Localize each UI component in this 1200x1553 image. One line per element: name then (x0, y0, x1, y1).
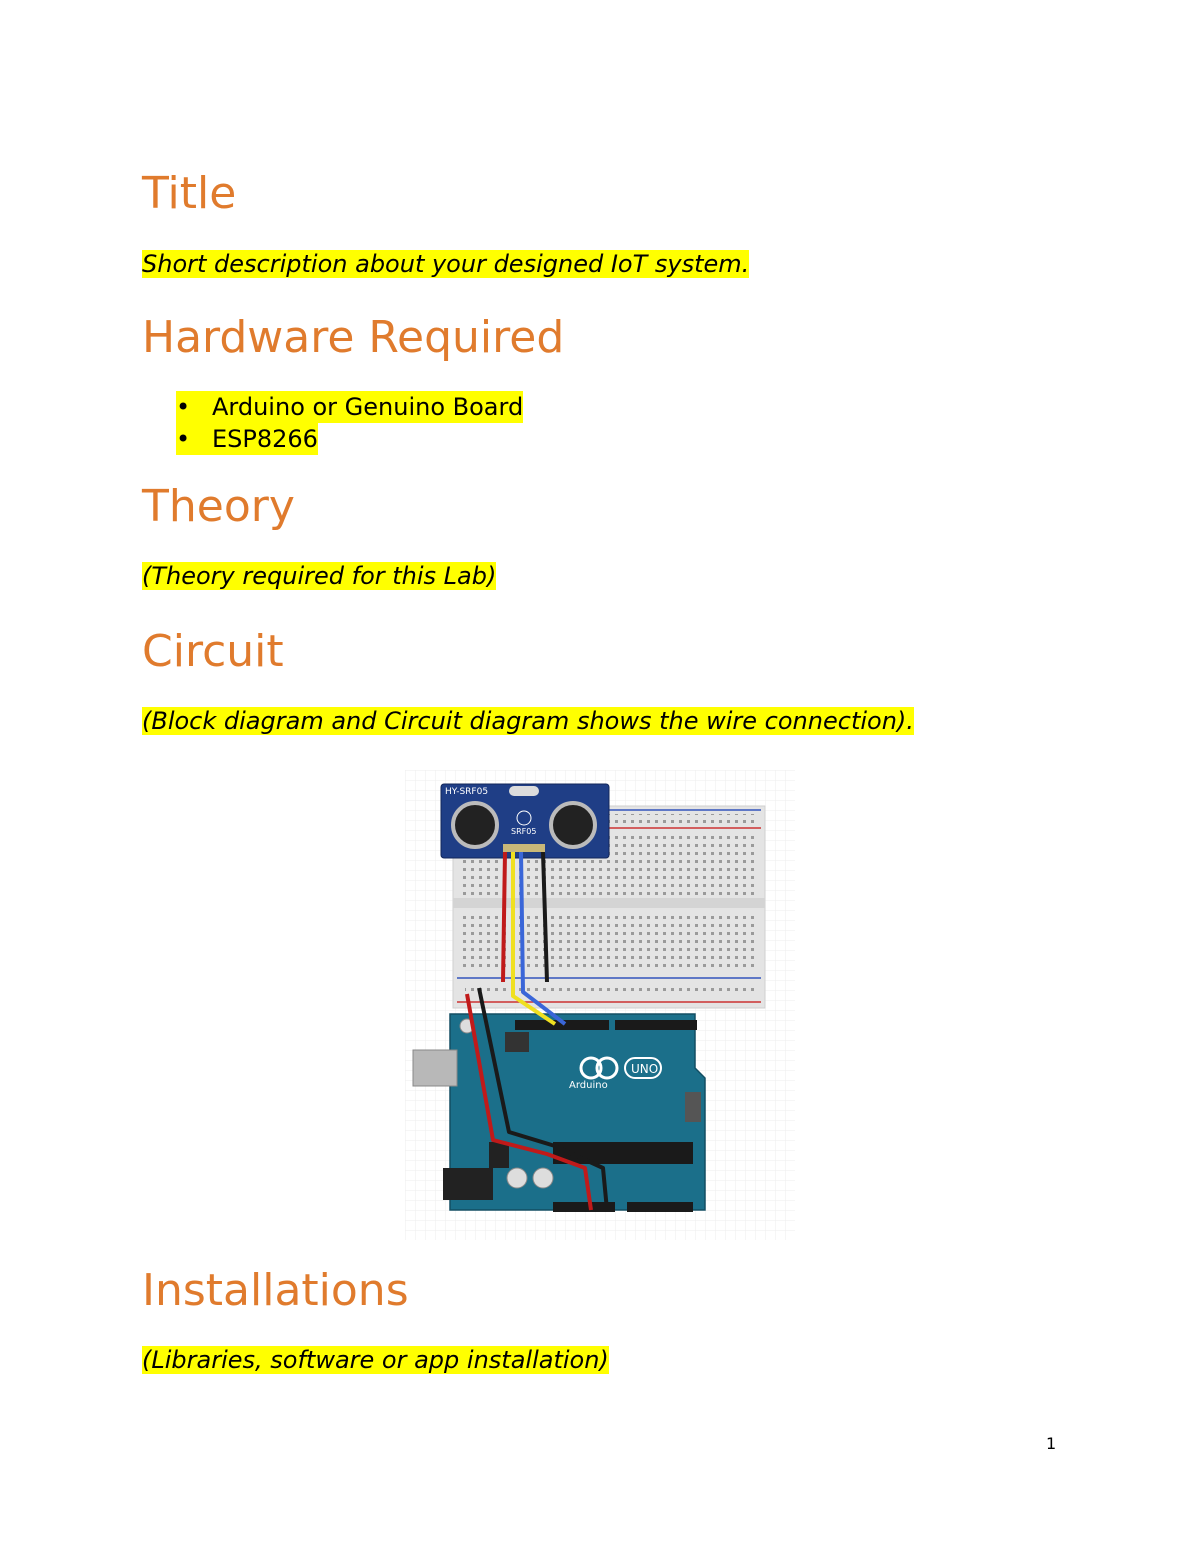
installations-text (142, 1344, 609, 1376)
page-number: 1 (1046, 1434, 1057, 1453)
bullet-icon: • (176, 425, 191, 453)
wire-red-sensor (503, 852, 505, 982)
installations-highlight: (Libraries, software or app installation) (142, 1346, 609, 1374)
circuit-text (142, 705, 914, 737)
hardware-item (176, 423, 318, 455)
arduino-board (413, 1014, 705, 1212)
circuit-diagram (405, 770, 795, 1240)
title-heading: Title (142, 168, 237, 219)
theory-text (142, 560, 496, 592)
board-model-label: UNO (631, 1062, 659, 1076)
circuit-highlight: (Block diagram and Circuit diagram shows the wire connection). (142, 707, 914, 735)
theory-heading: Theory (142, 481, 295, 532)
hardware-list (176, 391, 523, 455)
board-brand-label: Arduino (569, 1080, 608, 1091)
hardware-item (176, 391, 523, 423)
theory-highlight: (Theory required for this Lab) (142, 562, 497, 590)
hardware-item-label: ESP8266 (212, 425, 318, 453)
hardware-heading: Hardware Required (142, 312, 565, 363)
bullet-icon: • (176, 393, 191, 421)
description-text (142, 248, 749, 280)
sensor-chip-label: SRF05 (511, 827, 537, 836)
ultrasonic-sensor (441, 784, 609, 858)
description-highlight: Short description about your designed IoT system. (142, 250, 750, 278)
sensor-label: HY-SRF05 (445, 787, 489, 797)
hardware-item-label: Arduino or Genuino Board (212, 393, 524, 421)
installations-heading: Installations (142, 1265, 409, 1316)
circuit-heading: Circuit (142, 626, 284, 677)
